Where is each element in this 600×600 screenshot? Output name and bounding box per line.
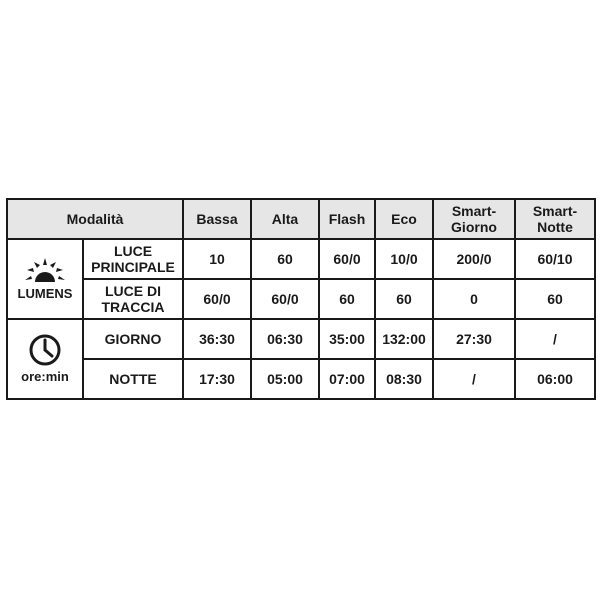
table-cell: 08:30	[375, 359, 433, 399]
sun-icon	[25, 256, 65, 284]
table-cell: 60	[515, 279, 595, 319]
table-cell: 10	[183, 239, 251, 279]
table-cell: 35:00	[319, 319, 375, 359]
table-cell: 60/0	[319, 239, 375, 279]
table-row	[7, 319, 595, 359]
table-cell: 0	[433, 279, 515, 319]
row-label-luce-di-traccia: LUCE DI TRACCIA	[83, 279, 183, 319]
table-cell: 27:30	[433, 319, 515, 359]
mode-header: Modalità	[7, 199, 183, 239]
mode-header-eco: Eco	[375, 199, 433, 239]
lumens-group-cell	[7, 239, 83, 319]
table-cell: 60/0	[183, 279, 251, 319]
table-cell: 132:00	[375, 319, 433, 359]
table-cell: 60/0	[251, 279, 319, 319]
table-cell: 17:30	[183, 359, 251, 399]
table-cell: /	[433, 359, 515, 399]
table-cell: 60	[319, 279, 375, 319]
table-cell: 60	[251, 239, 319, 279]
table-row	[7, 239, 595, 279]
row-label-luce-principale: LUCE PRINCIPALE	[83, 239, 183, 279]
mode-header-smart-giorno: Smart- Giorno	[433, 199, 515, 239]
lumens-label: LUMENS	[17, 286, 73, 301]
table-row	[7, 359, 595, 399]
row-label-notte: NOTTE	[83, 359, 183, 399]
table-row	[7, 279, 595, 319]
clock-icon	[28, 333, 62, 367]
header-row	[7, 199, 595, 239]
table-cell: 10/0	[375, 239, 433, 279]
table-cell: 06:00	[515, 359, 595, 399]
table-cell: 05:00	[251, 359, 319, 399]
time-group-cell	[7, 319, 83, 399]
table-cell: 07:00	[319, 359, 375, 399]
table-cell: 36:30	[183, 319, 251, 359]
row-label-giorno: GIORNO	[83, 319, 183, 359]
table-cell: /	[515, 319, 595, 359]
table-cell: 60	[375, 279, 433, 319]
runtime-table	[6, 198, 596, 400]
table-cell: 60/10	[515, 239, 595, 279]
table-cell: 200/0	[433, 239, 515, 279]
time-label: ore:min	[21, 369, 69, 384]
mode-header-flash: Flash	[319, 199, 375, 239]
mode-header-smart-notte: Smart- Notte	[515, 199, 595, 239]
mode-header-bassa: Bassa	[183, 199, 251, 239]
table-cell: 06:30	[251, 319, 319, 359]
mode-header-alta: Alta	[251, 199, 319, 239]
